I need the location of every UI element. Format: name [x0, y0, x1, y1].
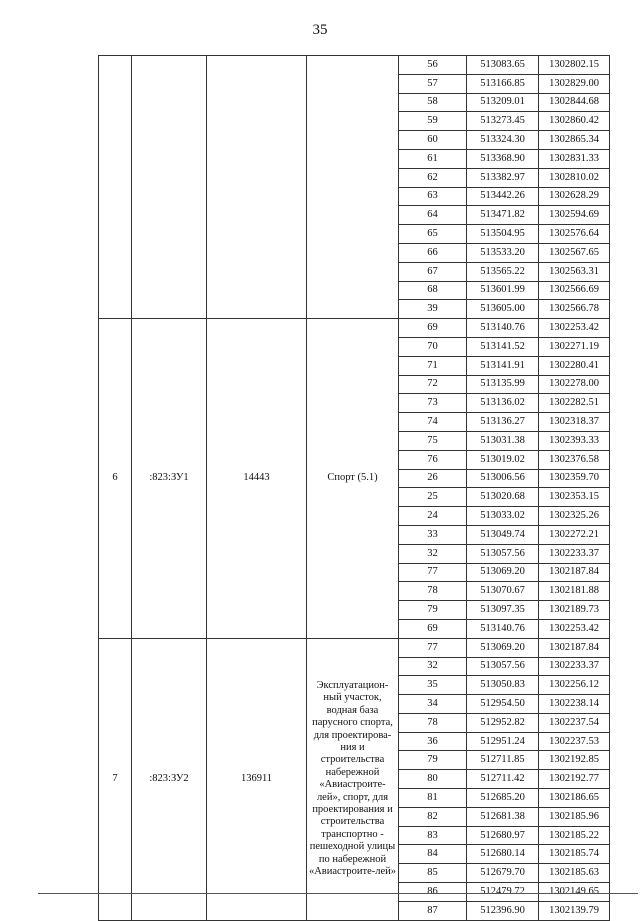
y-coordinate-cell: 1302566.69	[539, 281, 610, 300]
point-number-cell: 60	[399, 131, 467, 150]
cadastral-number-cell: :823:ЗУ1	[132, 319, 207, 639]
x-coordinate-cell: 513069.20	[467, 563, 539, 582]
y-coordinate-cell: 1302181.88	[539, 582, 610, 601]
y-coordinate-cell: 1302237.54	[539, 713, 610, 732]
point-number-cell: 69	[399, 319, 467, 338]
point-number-cell: 73	[399, 394, 467, 413]
x-coordinate-cell: 513442.26	[467, 187, 539, 206]
x-coordinate-cell: 512396.90	[467, 901, 539, 920]
point-number-cell: 33	[399, 525, 467, 544]
table-row	[99, 319, 610, 338]
x-coordinate-cell: 513166.85	[467, 74, 539, 93]
table-body	[99, 56, 610, 921]
point-number-cell: 84	[399, 845, 467, 864]
y-coordinate-cell: 1302393.33	[539, 431, 610, 450]
y-coordinate-cell: 1302272.21	[539, 525, 610, 544]
x-coordinate-cell: 513031.38	[467, 431, 539, 450]
y-coordinate-cell: 1302563.31	[539, 262, 610, 281]
point-number-cell: 78	[399, 582, 467, 601]
point-number-cell: 61	[399, 149, 467, 168]
y-coordinate-cell: 1302237.53	[539, 732, 610, 751]
x-coordinate-cell: 513382.97	[467, 168, 539, 187]
y-coordinate-cell: 1302802.15	[539, 56, 610, 75]
x-coordinate-cell: 513601.99	[467, 281, 539, 300]
y-coordinate-cell: 1302594.69	[539, 206, 610, 225]
x-coordinate-cell: 513533.20	[467, 243, 539, 262]
point-number-cell: 35	[399, 676, 467, 695]
x-coordinate-cell: 512680.97	[467, 826, 539, 845]
point-number-cell: 67	[399, 262, 467, 281]
point-number-cell: 78	[399, 713, 467, 732]
point-number-cell: 25	[399, 488, 467, 507]
area-cell: 136911	[207, 638, 307, 920]
cadastral-number-cell: :823:ЗУ2	[132, 638, 207, 920]
x-coordinate-cell: 513097.35	[467, 601, 539, 620]
y-coordinate-cell: 1302233.37	[539, 657, 610, 676]
y-coordinate-cell: 1302567.65	[539, 243, 610, 262]
x-coordinate-cell: 513050.83	[467, 676, 539, 695]
y-coordinate-cell: 1302566.78	[539, 300, 610, 319]
y-coordinate-cell: 1302860.42	[539, 112, 610, 131]
x-coordinate-cell: 513070.67	[467, 582, 539, 601]
table-row	[99, 56, 610, 75]
x-coordinate-cell: 512711.42	[467, 770, 539, 789]
y-coordinate-cell: 1302271.19	[539, 337, 610, 356]
x-coordinate-cell: 513565.22	[467, 262, 539, 281]
point-number-cell: 32	[399, 544, 467, 563]
y-coordinate-cell: 1302139.79	[539, 901, 610, 920]
x-coordinate-cell: 512952.82	[467, 713, 539, 732]
point-number-cell: 68	[399, 281, 467, 300]
point-number-cell: 82	[399, 807, 467, 826]
point-number-cell: 34	[399, 695, 467, 714]
point-number-cell: 57	[399, 74, 467, 93]
x-coordinate-cell: 513135.99	[467, 375, 539, 394]
y-coordinate-cell: 1302282.51	[539, 394, 610, 413]
y-coordinate-cell: 1302353.15	[539, 488, 610, 507]
point-number-cell: 72	[399, 375, 467, 394]
x-coordinate-cell: 513209.01	[467, 93, 539, 112]
y-coordinate-cell: 1302278.00	[539, 375, 610, 394]
y-coordinate-cell: 1302192.77	[539, 770, 610, 789]
point-number-cell: 76	[399, 450, 467, 469]
x-coordinate-cell: 513006.56	[467, 469, 539, 488]
x-coordinate-cell: 512680.14	[467, 845, 539, 864]
y-coordinate-cell: 1302149.65	[539, 883, 610, 902]
point-number-cell: 79	[399, 751, 467, 770]
parcel-number-cell	[99, 56, 132, 319]
y-coordinate-cell: 1302253.42	[539, 319, 610, 338]
y-coordinate-cell: 1302238.14	[539, 695, 610, 714]
y-coordinate-cell: 1302233.37	[539, 544, 610, 563]
y-coordinate-cell: 1302185.96	[539, 807, 610, 826]
point-number-cell: 86	[399, 883, 467, 902]
area-cell	[207, 56, 307, 319]
x-coordinate-cell: 513471.82	[467, 206, 539, 225]
x-coordinate-cell: 513605.00	[467, 300, 539, 319]
y-coordinate-cell: 1302192.85	[539, 751, 610, 770]
y-coordinate-cell: 1302253.42	[539, 619, 610, 638]
x-coordinate-cell: 512681.38	[467, 807, 539, 826]
point-number-cell: 77	[399, 563, 467, 582]
x-coordinate-cell: 513020.68	[467, 488, 539, 507]
point-number-cell: 74	[399, 413, 467, 432]
point-number-cell: 58	[399, 93, 467, 112]
point-number-cell: 69	[399, 619, 467, 638]
y-coordinate-cell: 1302576.64	[539, 225, 610, 244]
permitted-use-cell: Спорт (5.1)	[307, 319, 399, 639]
point-number-cell: 56	[399, 56, 467, 75]
y-coordinate-cell: 1302831.33	[539, 149, 610, 168]
y-coordinate-cell: 1302844.68	[539, 93, 610, 112]
x-coordinate-cell: 513057.56	[467, 657, 539, 676]
point-number-cell: 59	[399, 112, 467, 131]
point-number-cell: 87	[399, 901, 467, 920]
y-coordinate-cell: 1302187.84	[539, 638, 610, 657]
x-coordinate-cell: 513141.91	[467, 356, 539, 375]
x-coordinate-cell: 513368.90	[467, 149, 539, 168]
y-coordinate-cell: 1302185.63	[539, 864, 610, 883]
parcel-number-cell: 7	[99, 638, 132, 920]
y-coordinate-cell: 1302280.41	[539, 356, 610, 375]
point-number-cell: 26	[399, 469, 467, 488]
point-number-cell: 66	[399, 243, 467, 262]
point-number-cell: 65	[399, 225, 467, 244]
x-coordinate-cell: 512951.24	[467, 732, 539, 751]
point-number-cell: 36	[399, 732, 467, 751]
point-number-cell: 63	[399, 187, 467, 206]
point-number-cell: 71	[399, 356, 467, 375]
point-number-cell: 70	[399, 337, 467, 356]
y-coordinate-cell: 1302325.26	[539, 507, 610, 526]
x-coordinate-cell: 513140.76	[467, 619, 539, 638]
point-number-cell: 64	[399, 206, 467, 225]
point-number-cell: 75	[399, 431, 467, 450]
y-coordinate-cell: 1302189.73	[539, 601, 610, 620]
y-coordinate-cell: 1302185.74	[539, 845, 610, 864]
x-coordinate-cell: 513136.02	[467, 394, 539, 413]
parcel-number-cell: 6	[99, 319, 132, 639]
point-number-cell: 62	[399, 168, 467, 187]
x-coordinate-cell: 513069.20	[467, 638, 539, 657]
coordinates-table	[98, 55, 610, 921]
y-coordinate-cell: 1302376.58	[539, 450, 610, 469]
x-coordinate-cell: 512685.20	[467, 789, 539, 808]
y-coordinate-cell: 1302185.22	[539, 826, 610, 845]
x-coordinate-cell: 513033.02	[467, 507, 539, 526]
y-coordinate-cell: 1302256.12	[539, 676, 610, 695]
point-number-cell: 80	[399, 770, 467, 789]
y-coordinate-cell: 1302318.37	[539, 413, 610, 432]
point-number-cell: 79	[399, 601, 467, 620]
x-coordinate-cell: 512679.70	[467, 864, 539, 883]
point-number-cell: 83	[399, 826, 467, 845]
x-coordinate-cell: 513141.52	[467, 337, 539, 356]
x-coordinate-cell: 513019.02	[467, 450, 539, 469]
cadastral-number-cell	[132, 56, 207, 319]
x-coordinate-cell: 512954.50	[467, 695, 539, 714]
y-coordinate-cell: 1302187.84	[539, 563, 610, 582]
y-coordinate-cell: 1302829.00	[539, 74, 610, 93]
y-coordinate-cell: 1302810.02	[539, 168, 610, 187]
point-number-cell: 85	[399, 864, 467, 883]
permitted-use-cell: Эксплуатацион-ный участок, водная база парусного спорта, для проектирова-ния и строительства набережной «Авиастроите-лей», спорт, для проектирования и строительства транспортно - пешеходной улицы по набережной «Авиастроите-лей»	[307, 638, 399, 920]
y-coordinate-cell: 1302359.70	[539, 469, 610, 488]
point-number-cell: 32	[399, 657, 467, 676]
x-coordinate-cell: 512479.72	[467, 883, 539, 902]
page-number: 35	[312, 22, 328, 38]
x-coordinate-cell: 512711.85	[467, 751, 539, 770]
x-coordinate-cell: 513057.56	[467, 544, 539, 563]
x-coordinate-cell: 513140.76	[467, 319, 539, 338]
page-bottom-rule	[38, 893, 638, 894]
y-coordinate-cell: 1302186.65	[539, 789, 610, 808]
y-coordinate-cell: 1302865.34	[539, 131, 610, 150]
permitted-use-cell	[307, 56, 399, 319]
x-coordinate-cell: 513504.95	[467, 225, 539, 244]
area-cell: 14443	[207, 319, 307, 639]
x-coordinate-cell: 513049.74	[467, 525, 539, 544]
point-number-cell: 81	[399, 789, 467, 808]
x-coordinate-cell: 513083.65	[467, 56, 539, 75]
x-coordinate-cell: 513136.27	[467, 413, 539, 432]
point-number-cell: 39	[399, 300, 467, 319]
y-coordinate-cell: 1302628.29	[539, 187, 610, 206]
x-coordinate-cell: 513273.45	[467, 112, 539, 131]
table-row	[99, 638, 610, 657]
point-number-cell: 77	[399, 638, 467, 657]
x-coordinate-cell: 513324.30	[467, 131, 539, 150]
point-number-cell: 24	[399, 507, 467, 526]
